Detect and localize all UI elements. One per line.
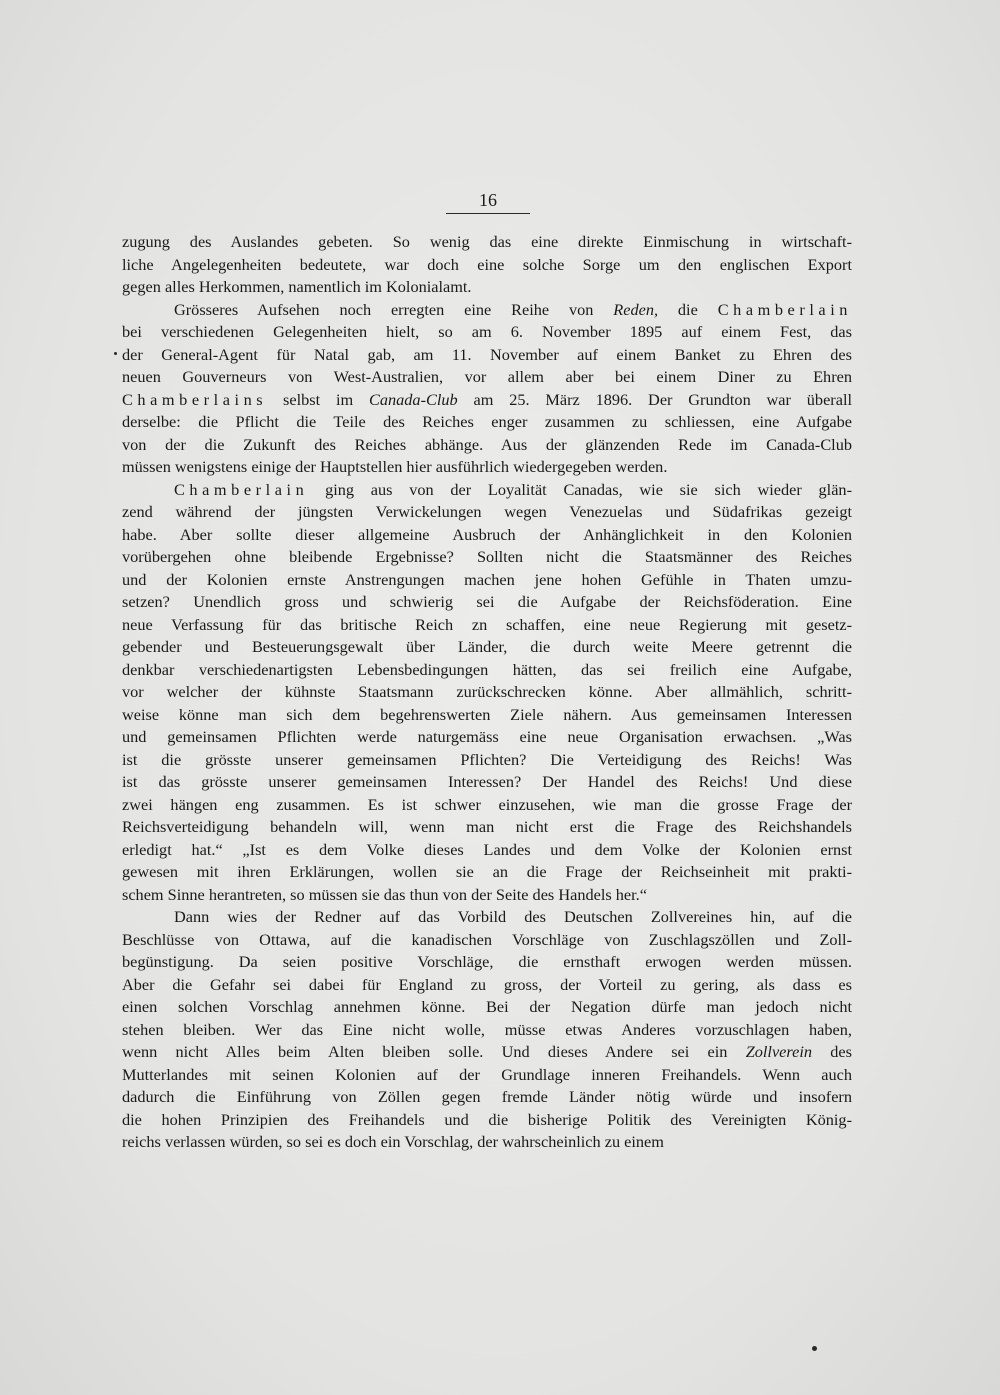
text-segment: denkbar verschiedenartigsten Lebensbedingungen hätten, das sei freilich eine Aufgabe, [122, 659, 852, 679]
text-line [122, 726, 852, 749]
text-segment: am 25. März 1896. Der Grundton war überall [457, 389, 852, 409]
text-line [122, 1131, 852, 1154]
text-line [122, 1019, 852, 1042]
ink-speck [114, 352, 117, 355]
text-segment: von der die Zukunft des Reiches abhänge. Aus der glänzenden Rede im Canada-Club [122, 434, 852, 454]
text-line [122, 524, 852, 547]
spaced-name: Chamberlain [174, 479, 309, 499]
text-segment: derselbe: die Pflicht die Teile des Reiches enger zusammen zu schliessen, eine Aufgabe [122, 412, 852, 431]
text-line [122, 254, 852, 277]
page-number: 16 [446, 190, 530, 214]
text-segment: vorübergehen ohne bleibende Ergebnisse? Sollten nicht die Staatsmänner des Reiches [122, 547, 852, 566]
text-segment: müssen wenigstens einige der Hauptstellen hier ausführlich wiedergegeben werden. [122, 457, 668, 476]
text-segment: wenn nicht Alles beim Alten bleiben solle. Und dieses Andere sei ein [122, 1042, 746, 1061]
text-line [122, 996, 852, 1019]
paragraph [122, 906, 852, 1154]
text-segment: die hohen Prinzipien des Freihandels und die bisherige Politik des Vereinigten König- [122, 1109, 852, 1129]
text-segment: neue Verfassung für das britische Reich zn schaffen, eine neue Regierung mit gesetz- [122, 614, 852, 634]
text-segment: Dann wies der Redner auf das Vorbild des Deutschen Zollvereines hin, auf die [174, 907, 852, 926]
text-segment: ist die grösste unserer gemeinsamen Pflichten? Die Verteidigung des Reichs! Was [122, 749, 852, 769]
text-segment: liche Angelegenheiten bedeutete, war doch eine solche Sorge um den englischen Export [122, 254, 852, 274]
text-segment: einen solchen Vorschlag annehmen könne. Bei der Negation dürfe man jedoch nicht [122, 997, 852, 1016]
text-segment: reichs verlassen würden, so sei es doch ein Vorschlag, der wahrscheinlich zu einem [122, 1132, 664, 1151]
text-segment: ging aus von der Loyalität Canadas, wie sie sich wieder glän- [308, 479, 852, 499]
text-line [122, 569, 852, 592]
text-segment: Reichsverteidigung behandeln will, wenn man nicht erst die Frage des Reichshandels [122, 817, 852, 836]
text-line [122, 704, 852, 727]
italic-term: Reden, [613, 299, 659, 319]
text-line [122, 231, 852, 254]
text-line [122, 434, 852, 457]
paragraph [122, 479, 852, 907]
text-line [122, 1064, 852, 1087]
text-segment: gegen alles Herkommen, namentlich im Kolonialamt. [122, 277, 472, 296]
text-segment: zugung des Auslandes gebeten. So wenig das eine direkte Einmischung in wirtschaft- [122, 232, 852, 251]
text-line [122, 1041, 852, 1064]
text-segment: schem Sinne herantreten, so müssen sie das thun von der Seite des Handels her.“ [122, 884, 647, 904]
italic-term: Zollverein [745, 1042, 813, 1061]
text-line [122, 591, 852, 614]
text-segment: gewesen mit ihren Erklärungen, wollen sie an die Frage der Reichseinheit mit prakti- [122, 862, 852, 881]
italic-term: Canada-Club [369, 389, 458, 409]
text-segment: zend während der jüngsten Verwickelungen wegen Venezuelas und Südafrikas gezeigt [122, 502, 852, 521]
text-segment: Beschlüsse von Ottawa, auf die kanadischen Vorschläge von Zuschlagszöllen und Zoll- [122, 929, 852, 949]
text-line [122, 906, 852, 929]
text-line [122, 861, 852, 884]
spaced-name: Chamberlain [717, 299, 852, 319]
text-line [122, 951, 852, 974]
text-line [122, 839, 852, 862]
text-segment: setzen? Unendlich gross und schwierig sei die Aufgabe der Reichsföderation. Eine [122, 592, 852, 611]
text-line [122, 884, 852, 907]
text-line [122, 816, 852, 839]
text-line [122, 1109, 852, 1132]
text-line [122, 276, 852, 299]
text-line [122, 794, 852, 817]
text-segment: neuen Gouverneurs von West-Australien, vor allem aber bei einem Diner zu Ehren [122, 367, 852, 386]
text-segment: gebender und Besteuerungsgewalt über Länder, die durch weite Meere getrennt die [122, 637, 852, 656]
text-segment: selbst im [267, 389, 369, 409]
text-segment: des [812, 1042, 852, 1061]
text-line [122, 321, 852, 344]
text-line [122, 749, 852, 772]
text-segment: zwei hängen eng zusammen. Es ist schwer einzusehen, wie man die grosse Frage der [122, 794, 852, 814]
ink-speck [812, 1346, 817, 1351]
spaced-name: Chamberlains [122, 389, 268, 409]
text-segment: der General-Agent für Natal gab, am 11. November auf einem Banket zu Ehren des [122, 344, 852, 364]
text-segment: und gemeinsamen Pflichten werde naturgemäss eine neue Organisation erwachsen. „Was [122, 727, 852, 746]
body-text [122, 231, 852, 1154]
text-segment: weise könne man sich dem begehrenswerten Ziele nähern. Aus gemeinsamen Interessen [122, 704, 852, 724]
text-line [122, 771, 852, 794]
text-line [122, 659, 852, 682]
text-line [122, 501, 852, 524]
text-line [122, 614, 852, 637]
text-segment: bei verschiedenen Gelegenheiten hielt, so am 6. November 1895 auf einem Fest, das [122, 322, 852, 341]
text-line [122, 411, 852, 434]
paragraph [122, 231, 852, 299]
text-segment: ist das grösste unserer gemeinsamen Interessen? Der Handel des Reichs! Und diese [122, 772, 852, 791]
text-line [122, 681, 852, 704]
text-line [122, 974, 852, 997]
text-segment: habe. Aber sollte dieser allgemeine Ausbruch der Anhänglichkeit in den Kolonien [122, 524, 852, 544]
text-line [122, 299, 852, 322]
text-segment: stehen bleiben. Wer das Eine nicht wolle, müsse etwas Anderes vorzuschlagen haben, [122, 1019, 852, 1039]
text-segment: begünstigung. Da seien positive Vorschläge, die ernsthaft erwogen werden müssen. [122, 952, 852, 971]
text-line [122, 636, 852, 659]
text-line [122, 456, 852, 479]
text-line [122, 344, 852, 367]
text-segment: vor welcher der kühnste Staatsmann zurückschrecken könne. Aber allmählich, schritt- [122, 682, 852, 701]
text-segment: und der Kolonien ernste Anstrengungen machen jene hohen Gefühle in Thaten umzu- [122, 569, 852, 589]
text-line [122, 479, 852, 502]
text-segment: erledigt hat.“ „Ist es dem Volke dieses Landes und dem Volke der Kolonien ernst [122, 839, 852, 859]
paragraph [122, 299, 852, 479]
text-segment: Mutterlandes mit seinen Kolonien auf der Grundlage inneren Freihandels. Wenn auch [122, 1064, 852, 1084]
text-segment: dadurch die Einführung von Zöllen gegen fremde Länder nötig würde und insofern [122, 1087, 852, 1106]
text-line [122, 929, 852, 952]
text-line [122, 1086, 852, 1109]
text-segment: die [658, 299, 718, 319]
text-segment: Aber die Gefahr sei dabei für England zu gross, der Vorteil zu gering, als dass es [122, 974, 852, 994]
text-line [122, 546, 852, 569]
text-line [122, 389, 852, 412]
text-line [122, 366, 852, 389]
text-segment: Grösseres Aufsehen noch erregten eine Reihe von [174, 299, 614, 319]
